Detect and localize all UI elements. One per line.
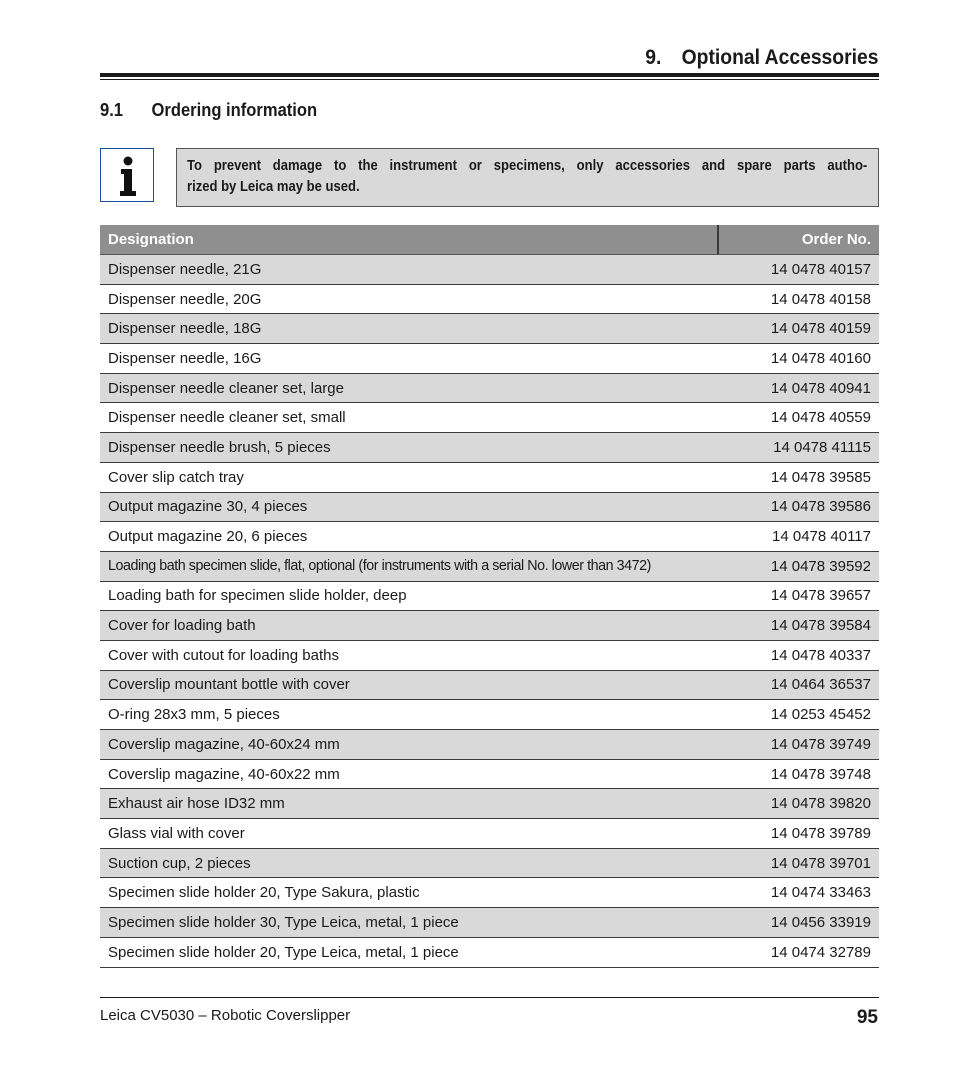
section-number: 9.1 — [100, 100, 124, 120]
cell-designation: Loading bath for specimen slide holder, deep — [108, 587, 407, 605]
cell-designation: Specimen slide holder 30, Type Leica, metal, 1 piece — [108, 913, 459, 931]
cell-order-no: 14 0478 39789 — [770, 824, 871, 842]
notice-word: the — [358, 158, 378, 174]
table-row — [100, 522, 879, 552]
cell-order-no: 14 0478 39748 — [770, 765, 871, 783]
cell-designation: Cover with cutout for loading baths — [108, 646, 339, 664]
cell-designation: Loading bath specimen slide, flat, optional (for instruments with a serial No. lower than 3472) — [108, 558, 651, 575]
cell-designation: Dispenser needle cleaner set, large — [108, 379, 344, 397]
cell-order-no: 14 0478 39820 — [770, 795, 871, 813]
cell-order-no: 14 0478 39584 — [770, 617, 871, 635]
cell-designation: Suction cup, 2 pieces — [108, 854, 251, 872]
header-rule — [100, 73, 879, 77]
table-row — [100, 403, 879, 433]
cell-designation: Coverslip magazine, 40-60x22 mm — [108, 765, 340, 783]
cell-order-no: 14 0478 40337 — [770, 646, 871, 664]
table-row — [100, 374, 879, 404]
cell-order-no: 14 0478 41115 — [773, 438, 871, 456]
notice-word: specimens, — [493, 158, 565, 174]
table-row — [100, 819, 879, 849]
notice-word: instrument — [389, 158, 457, 174]
cell-order-no: 14 0478 39586 — [770, 498, 871, 516]
table-row — [100, 760, 879, 790]
cell-order-no: 14 0478 39657 — [770, 587, 871, 605]
cell-designation: Cover slip catch tray — [108, 468, 244, 486]
cell-order-no: 14 0478 40158 — [770, 290, 871, 308]
table-row — [100, 285, 879, 315]
cell-designation: Exhaust air hose ID32 mm — [108, 795, 285, 813]
cell-order-no: 14 0474 32789 — [770, 943, 871, 961]
ordering-table — [100, 225, 879, 968]
table-row — [100, 433, 879, 463]
cell-order-no: 14 0478 40559 — [770, 409, 871, 427]
header-designation: Designation — [108, 231, 194, 248]
notice-word: accessories — [615, 158, 691, 174]
table-row — [100, 700, 879, 730]
cell-order-no: 14 0478 39585 — [770, 468, 871, 486]
notice-word: or — [468, 158, 482, 174]
cell-designation: Coverslip magazine, 40-60x24 mm — [108, 735, 340, 753]
table-row — [100, 255, 879, 285]
cell-designation: Dispenser needle, 21G — [108, 260, 262, 278]
cell-order-no: 14 0464 36537 — [770, 676, 871, 694]
table-row — [100, 671, 879, 701]
table-row — [100, 849, 879, 879]
table-row — [100, 878, 879, 908]
cell-order-no: 14 0478 40160 — [770, 349, 871, 367]
notice-word: prevent — [213, 158, 261, 174]
footer-rule — [100, 997, 879, 998]
cell-designation: Specimen slide holder 20, Type Sakura, plastic — [108, 884, 420, 902]
notice-word: autho- — [827, 158, 868, 174]
cell-order-no: 14 0478 39701 — [770, 854, 871, 872]
cell-designation: O-ring 28x3 mm, 5 pieces — [108, 706, 280, 724]
notice-word: parts — [783, 158, 816, 174]
notice-word: only — [576, 158, 604, 174]
cell-designation: Glass vial with cover — [108, 824, 245, 842]
notice-line-1 — [187, 156, 867, 177]
cell-order-no: 14 0478 40159 — [770, 320, 871, 338]
section-title-text: Ordering information — [151, 100, 318, 120]
cell-order-no: 14 0478 40117 — [772, 528, 871, 546]
table-row — [100, 582, 879, 612]
table-row — [100, 344, 879, 374]
cell-order-no: 14 0478 39592 — [770, 557, 871, 575]
notice-word: spare — [736, 158, 772, 174]
cell-order-no: 14 0474 33463 — [770, 884, 871, 902]
cell-designation: Output magazine 30, 4 pieces — [108, 498, 308, 516]
table-header — [100, 225, 879, 255]
table-row — [100, 908, 879, 938]
notice-word: damage — [272, 158, 323, 174]
cell-designation: Dispenser needle, 20G — [108, 290, 262, 308]
cell-designation: Specimen slide holder 20, Type Leica, metal, 1 piece — [108, 943, 459, 961]
table-row — [100, 552, 879, 582]
chapter-number: 9. — [644, 46, 661, 69]
table-row — [100, 938, 879, 968]
table-body — [100, 255, 879, 968]
table-row — [100, 789, 879, 819]
table-row — [100, 730, 879, 760]
notice-word: To — [187, 158, 202, 174]
table-row — [100, 314, 879, 344]
notice-box — [176, 148, 879, 207]
cell-order-no: 14 0478 39749 — [770, 735, 871, 753]
header-divider — [717, 225, 719, 254]
cell-designation: Output magazine 20, 6 pieces — [108, 528, 308, 546]
chapter-title — [645, 46, 878, 70]
cell-designation: Dispenser needle, 16G — [108, 349, 262, 367]
info-icon — [100, 148, 154, 202]
cell-order-no: 14 0478 40941 — [770, 379, 871, 397]
cell-order-no: 14 0478 40157 — [770, 260, 871, 278]
page-number: 95 — [856, 1007, 878, 1028]
table-row — [100, 611, 879, 641]
table-row — [100, 493, 879, 523]
section-title — [100, 100, 317, 121]
cell-designation: Dispenser needle brush, 5 pieces — [108, 438, 331, 456]
cell-designation: Coverslip mountant bottle with cover — [108, 676, 350, 694]
cell-order-no: 14 0253 45452 — [770, 706, 871, 724]
table-row — [100, 463, 879, 493]
notice-word: and — [701, 158, 726, 174]
cell-designation: Cover for loading bath — [108, 617, 256, 635]
cell-designation: Dispenser needle, 18G — [108, 320, 262, 338]
table-row — [100, 641, 879, 671]
cell-order-no: 14 0456 33919 — [770, 913, 871, 931]
header-order-no: Order No. — [801, 231, 871, 248]
notice-line-2: rized by Leica may be used. — [187, 179, 360, 195]
notice-word: to — [333, 158, 347, 174]
chapter-title-text: Optional Accessories — [681, 46, 878, 69]
header-rule-thin — [100, 79, 879, 80]
footer-product: Leica CV5030 – Robotic Coverslipper — [100, 1007, 351, 1024]
cell-designation: Dispenser needle cleaner set, small — [108, 409, 346, 427]
